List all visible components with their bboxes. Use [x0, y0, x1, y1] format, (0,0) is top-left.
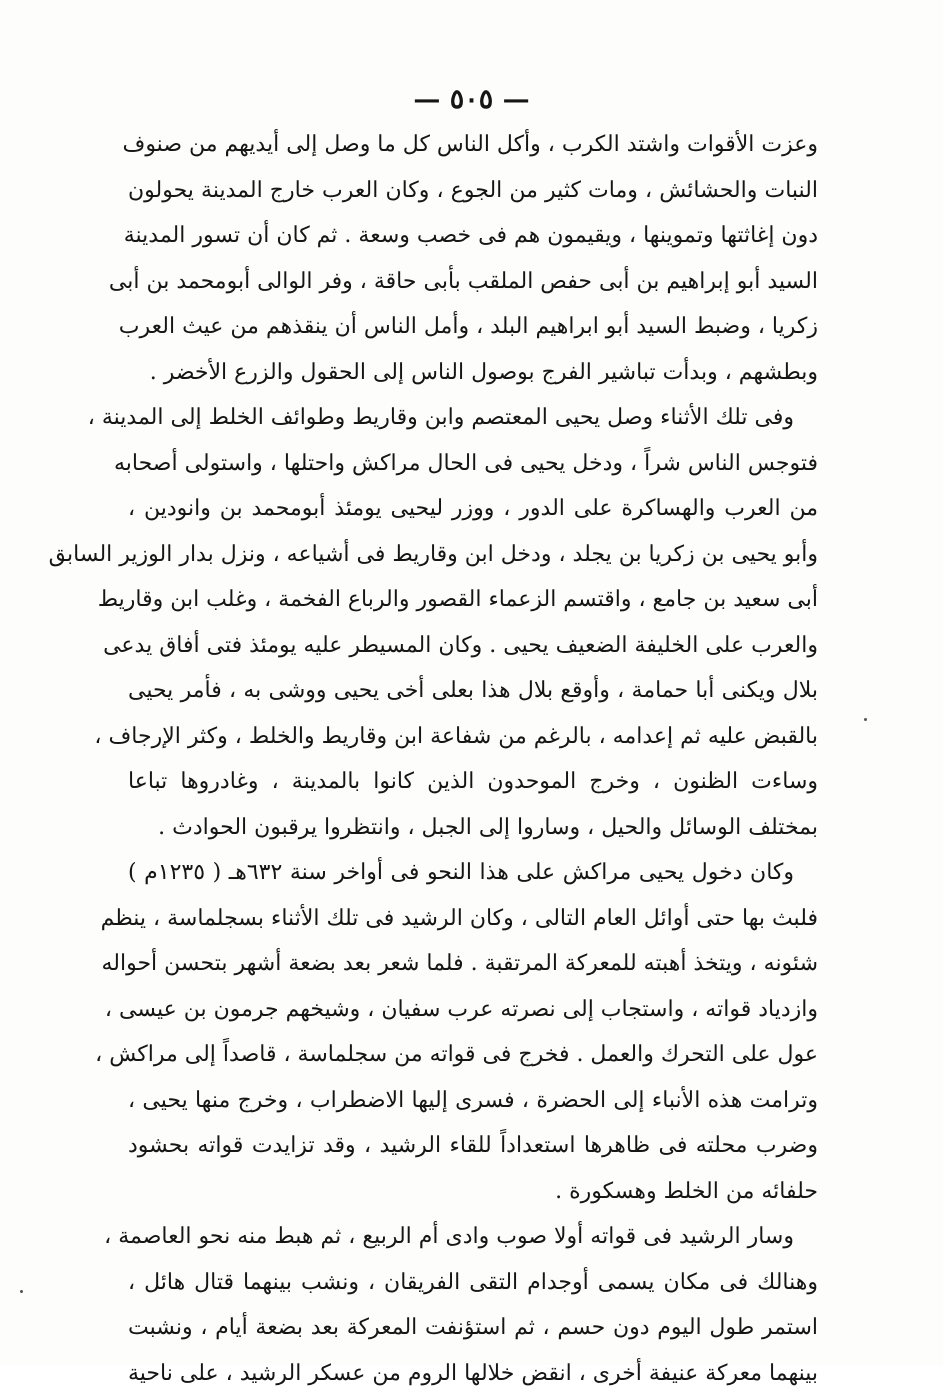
- text-line: بلال ويكنى أبا حمامة ، وأوقع بلال هذا بعلى أخى يحيى ووشى به ، فأمر يحيى: [128, 668, 818, 714]
- text-line: دون إغاثتها وتموينها ، ويقيمون هم فى خصب وسعة . ثم كان أن تسور المدينة: [128, 213, 818, 259]
- text-line: وأبو يحيى بن زكريا بن يجلد ، ودخل ابن وقاريط فى أشياعه ، ونزل بدار الوزير السابق: [128, 532, 818, 578]
- scan-speck: [20, 1290, 23, 1293]
- text-line: وازدياد قواته ، واستجاب إلى نصرته عرب سفيان ، وشيخهم جرمون بن عيسى ،: [128, 987, 818, 1033]
- text-line: من العرب والهساكرة على الدور ، ووزر ليحيى يومئذ أبومحمد بن وانودين ،: [128, 486, 818, 532]
- text-line: وعزت الأقوات واشتد الكرب ، وأكل الناس كل ما وصل إلى أيديهم من صنوف: [128, 122, 818, 168]
- text-line: فلبث بها حتى أوائل العام التالى ، وكان الرشيد فى تلك الأثناء بسجلماسة ، ينظم: [128, 896, 818, 942]
- text-line: وكان دخول يحيى مراكش على هذا النحو فى أواخر سنة ٦٣٢هـ ( ١٢٣٥م ): [128, 850, 818, 896]
- text-line: وساءت الظنون ، وخرج الموحدون الذين كانوا بالمدينة ، وغادروها تباعا: [128, 759, 818, 805]
- text-line: وبطشهم ، وبدأت تباشير الفرج بوصول الناس إلى الحقول والزرع الأخضر .: [128, 350, 818, 396]
- text-line: شئونه ، ويتخذ أهبته للمعركة المرتقبة . فلما شعر بعد بضعة أشهر بتحسن أحواله: [128, 941, 818, 987]
- text-line: وهنالك فى مكان يسمى أوجدام التقى الفريقان ، ونشب بينهما قتال هائل ،: [128, 1260, 818, 1306]
- text-line: وترامت هذه الأنباء إلى الحضرة ، فسرى إليها الاضطراب ، وخرج منها يحيى ،: [128, 1078, 818, 1124]
- text-line: وضرب محلته فى ظاهرها استعداداً للقاء الرشيد ، وقد تزايدت قواته بحشود: [128, 1123, 818, 1169]
- text-line: النبات والحشائش ، ومات كثير من الجوع ، وكان العرب خارج المدينة يحولون: [128, 168, 818, 214]
- text-line: فتوجس الناس شراً ، ودخل يحيى فى الحال مراكش واحتلها ، واستولى أصحابه: [128, 441, 818, 487]
- body-text: [128, 122, 818, 1396]
- text-line: وسار الرشيد فى قواته أولا صوب وادى أم الربيع ، ثم هبط منه نحو العاصمة ،: [128, 1214, 818, 1260]
- text-line: وفى تلك الأثناء وصل يحيى المعتصم وابن وقاريط وطوائف الخلط إلى المدينة ،: [128, 395, 818, 441]
- text-line: بينهما معركة عنيفة أخرى ، انقض خلالها الروم من عسكر الرشيد ، على ناحية: [128, 1351, 818, 1396]
- text-line: أبى سعيد بن جامع ، واقتسم الزعماء القصور والرباع الفخمة ، وغلب ابن وقاريط: [128, 577, 818, 623]
- text-line: حلفائه من الخلط وهسكورة .: [128, 1169, 818, 1215]
- scan-speck: [864, 718, 867, 721]
- text-line: والعرب على الخليفة الضعيف يحيى . وكان المسيطر عليه يومئذ فتى أفاق يدعى: [128, 623, 818, 669]
- page-number: — ٥٠٥ —: [0, 84, 943, 115]
- text-line: بالقبض عليه ثم إعدامه ، بالرغم من شفاعة ابن وقاريط والخلط ، وكثر الإرجاف ،: [128, 714, 818, 760]
- text-line: استمر طول اليوم دون حسم ، ثم استؤنفت المعركة بعد بضعة أيام ، ونشبت: [128, 1305, 818, 1351]
- text-line: السيد أبو إبراهيم بن أبى حفص الملقب بأبى حاقة ، وفر الوالى أبومحمد بن أبى: [128, 259, 818, 305]
- text-line: بمختلف الوسائل والحيل ، وساروا إلى الجبل ، وانتظروا يرقبون الحوادث .: [128, 805, 818, 851]
- text-line: زكريا ، وضبط السيد أبو ابراهيم البلد ، وأمل الناس أن ينقذهم من عيث العرب: [128, 304, 818, 350]
- text-line: عول على التحرك والعمل . فخرج فى قواته من سجلماسة ، قاصداً إلى مراكش ،: [128, 1032, 818, 1078]
